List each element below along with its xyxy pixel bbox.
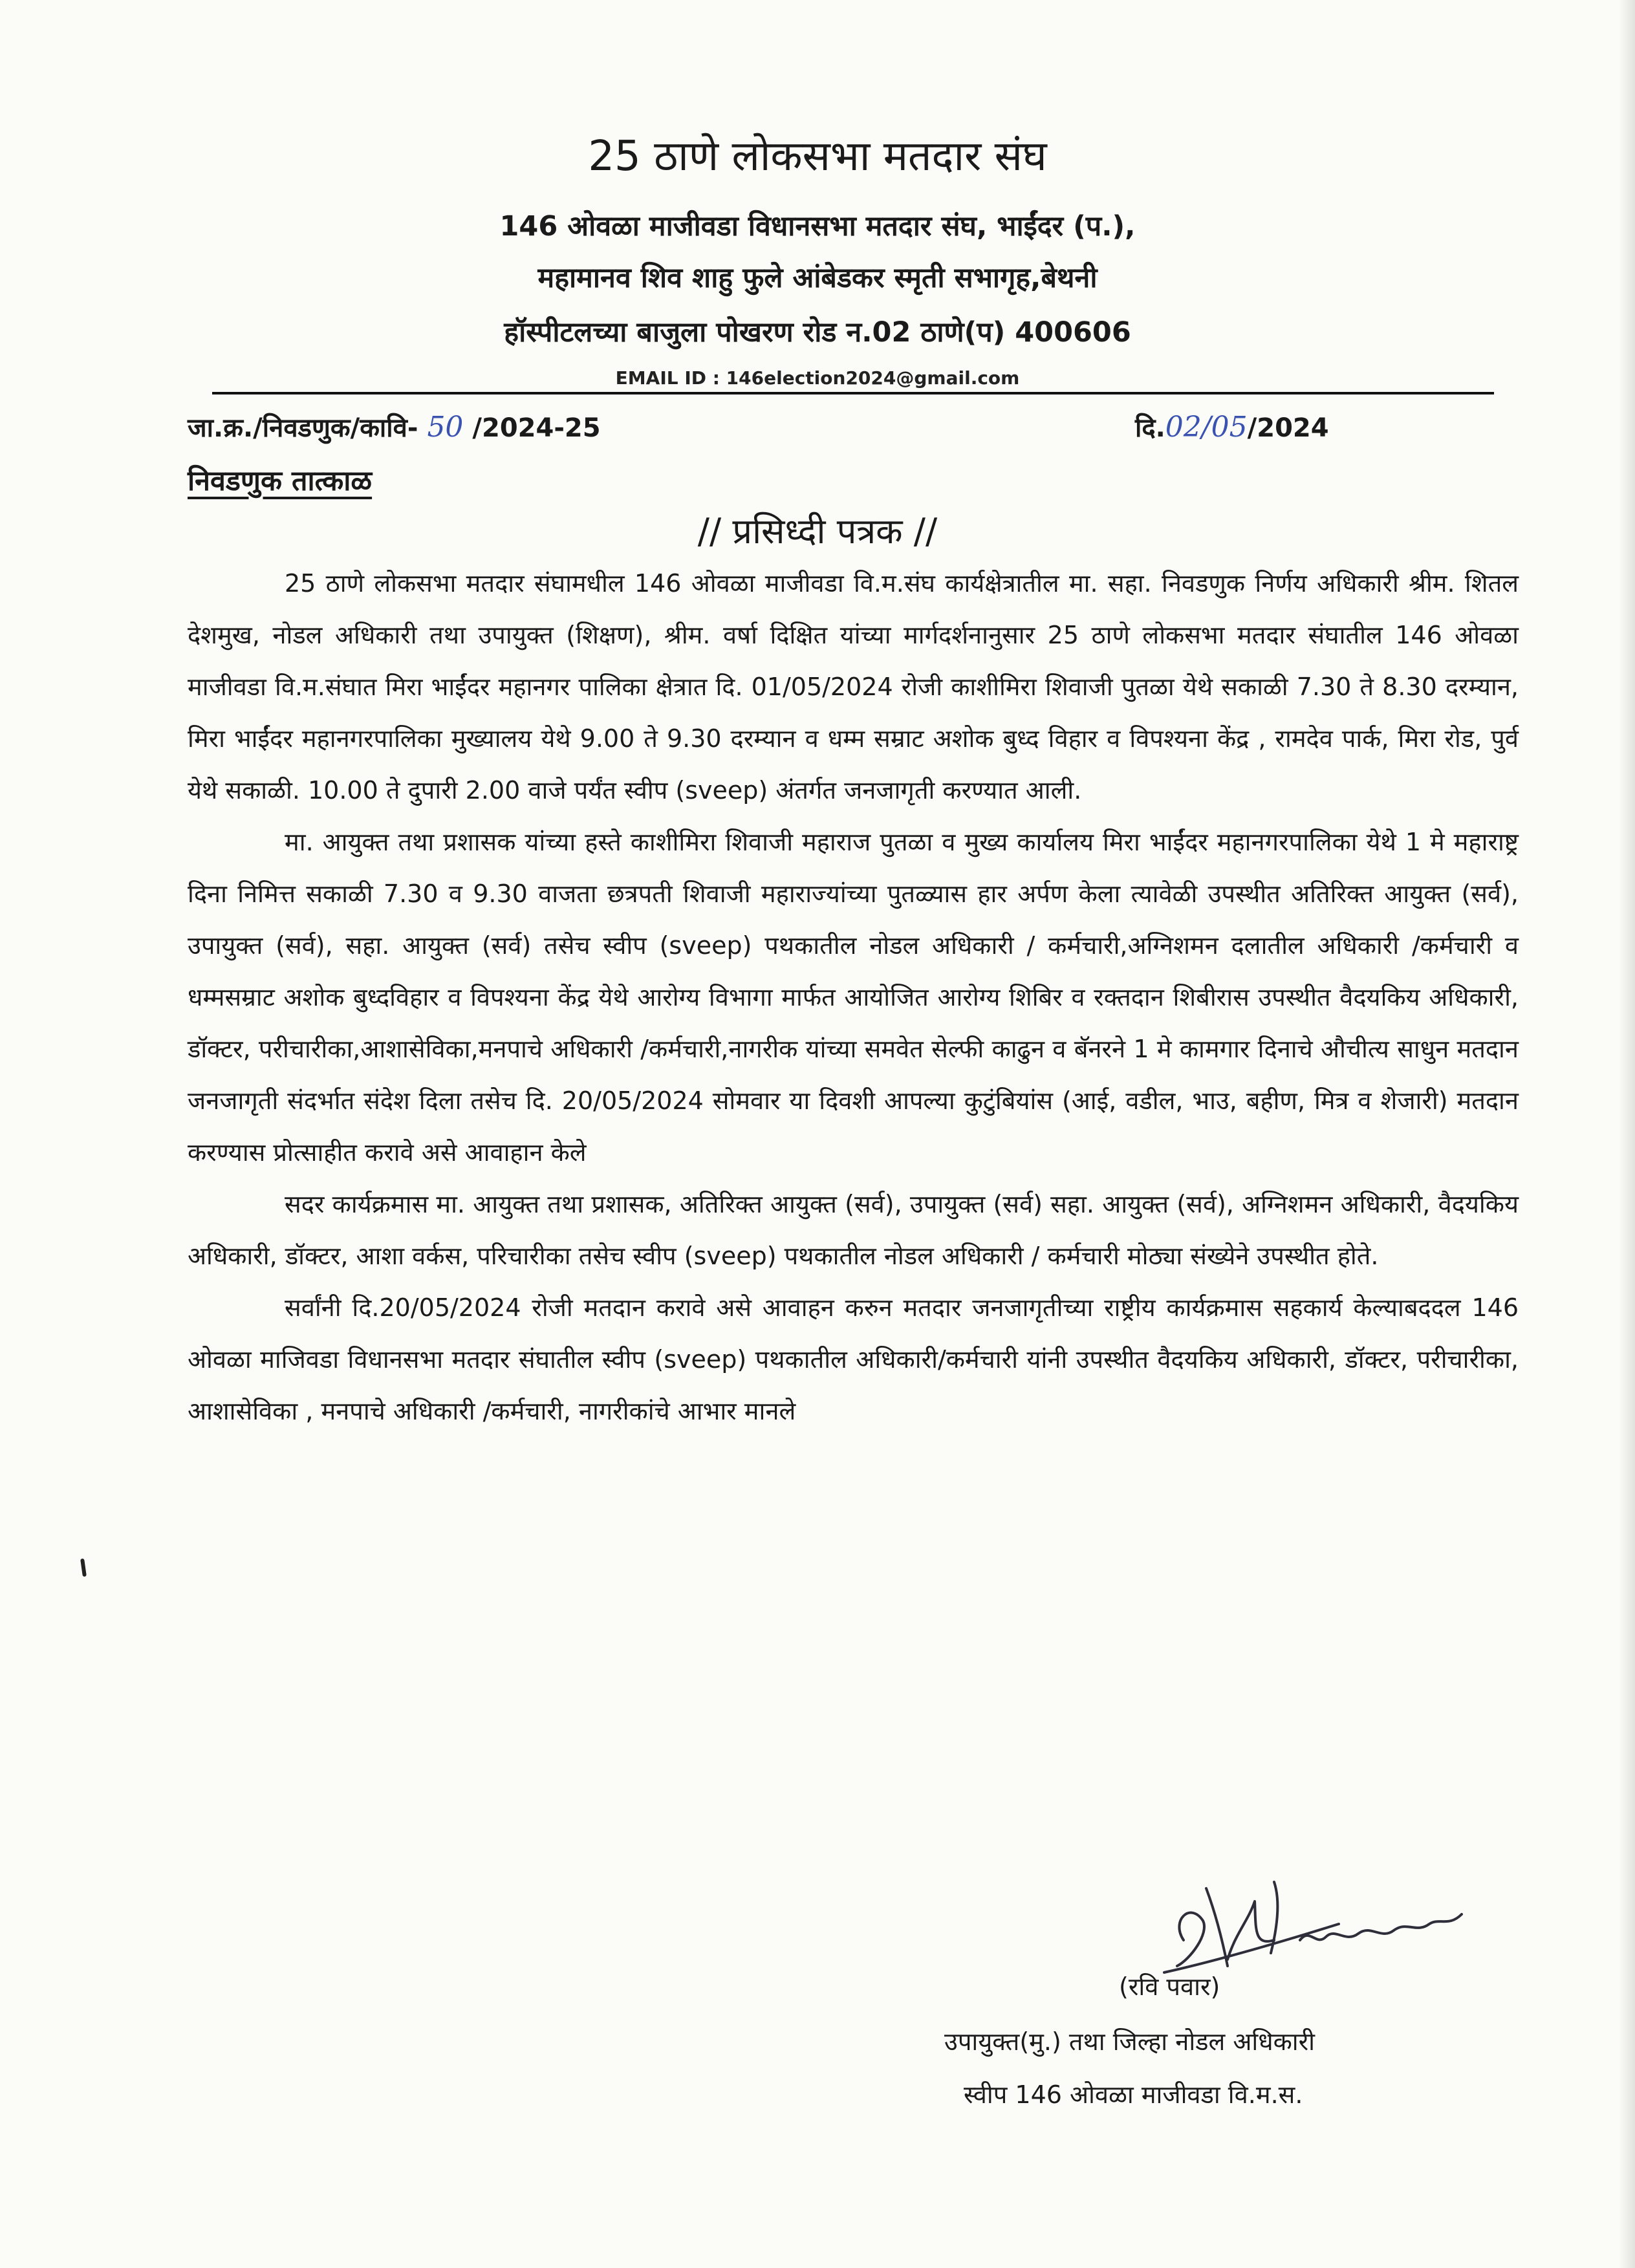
email-line: EMAIL ID : 146election2024@gmail.com xyxy=(615,367,1020,389)
reference-prefix: जा.क्र./निवडणुक/कावि- xyxy=(188,413,418,443)
reference-handwritten-number: 50 xyxy=(427,411,464,444)
address-line-1: 146 ओवळा माजीवडा विधानसभा मतदार संघ, भाईंदर (प.), xyxy=(499,210,1136,243)
punch-mark xyxy=(80,1559,87,1577)
header-divider xyxy=(212,392,1494,394)
constituency-title: 25 ठाणे लोकसभा मतदार संघ xyxy=(588,133,1047,180)
address-line-2: महामानव शिव शाहु फुले आंबेडकर स्मृती सभागृह,बेथनी xyxy=(537,262,1098,294)
body-paragraph: सदर कार्यक्रमास मा. आयुक्त तथा प्रशासक, अतिरिक्त आयुक्त (सर्व), उपायुक्त (सर्व) सहा. आयुक्त (सर्व), अग्निशमन अधिकारी, वैदयकिय अधिकारी, डॉक्टर, आशा वर्कस, परिचारीका तसेच स्वीप (sveep) पथकातील नोडल अधिकारी / कर्मचारी मोठ्या संख्येने उपस्थीत होते. xyxy=(188,1190,1519,1270)
signatory-designation-2: स्वीप 146 ओवळा माजीवडा वि.म.स. xyxy=(964,2080,1303,2109)
press-release-body xyxy=(188,557,1519,1437)
signatory-designation-1: उपायुक्त(मु.) तथा जिल्हा नोडल अधिकारी xyxy=(944,2027,1315,2056)
reference-number xyxy=(188,409,601,444)
date-prefix: दि. xyxy=(1135,413,1165,443)
body-paragraph: 25 ठाणे लोकसभा मतदार संघामधील 146 ओवळा माजीवडा वि.म.संघ कार्यक्षेत्रातील मा. सहा. निवडणुक निर्णय अधिकारी श्रीम. शितल देशमुख, नोडल अधिकारी तथा उपायुक्त (शिक्षण), श्रीम. वर्षा दिक्षित यांच्या मार्गदर्शनानुसार 25 ठाणे लोकसभा मतदार संघातील 146 ओवळा माजीवडा वि.म.संघात मिरा भाईंदर महानगर पालिका क्षेत्रात दि. 01/05/2024 रोजी काशीमिरा शिवाजी पुतळा येथे सकाळी 7.30 ते 8.30 दरम्यान, मिरा भाईंदर महानगरपालिका मुख्यालय येथे 9.00 ते 9.30 दरम्यान व धम्म सम्राट अशोक बुध्द विहार व विपश्यना केंद्र , रामदेव पार्क, मिरा रोड, पुर्व येथे सकाळी. 10.00 ते दुपारी 2.00 वाजे पर्यंत स्वीप (sveep) अंतर्गत जनजागृती करण्यात आली. xyxy=(188,569,1519,805)
body-paragraph: मा. आयुक्त तथा प्रशासक यांच्या हस्ते काशीमिरा शिवाजी महाराज पुतळा व मुख्य कार्यालय मिरा भाईंदर महानगरपालिका येथे 1 मे महाराष्ट्र दिना निमित्त सकाळी 7.30 व 9.30 वाजता छत्रपती शिवाजी महाराज्यांच्या पुतळ्यास हार अर्पण केला त्यावेळी उपस्थीत अतिरिक्त आयुक्त (सर्व), उपायुक्त (सर्व), सहा. आयुक्त (सर्व) तसेच स्वीप (sveep) पथकातील नोडल अधिकारी / कर्मचारी,अग्निशमन दलातील अधिकारी /कर्मचारी व धम्मसम्राट अशोक बुध्दविहार व विपश्यना केंद्र येथे आरोग्य विभागा मार्फत आयोजित आरोग्य शिबिर व रक्तदान शिबीरास उपस्थीत वैदयकिय अधिकारी, डॉक्टर, परीचारीका,आशासेविका,मनपाचे अधिकारी /कर्मचारी,नागरीक यांच्या समवेत सेल्फी काढुन व बॅनरने 1 मे कामगार दिनाचे औचीत्य साधुन मतदान जनजागृती संदर्भात संदेश दिला तसेच दि. 20/05/2024 सोमवार या दिवशी आपल्या कुटुंबियांस (आई, वडील, भाउ, बहीण, मित्र व शेजारी) मतदान करण्यास प्रोत्साहीत करावे असे आवाहान केले xyxy=(188,828,1519,1167)
address-line-3: हॉस्पीटलच्या बाजुला पोखरण रोड न.02 ठाणे(प) 400606 xyxy=(504,316,1131,349)
date-month: 05 xyxy=(1211,411,1248,444)
document-heading: // प्रसिध्दी पत्रक // xyxy=(697,511,938,552)
signatory-name: (रवि पवार) xyxy=(1119,1972,1220,2001)
urgency-label: निवडणुक तात्काळ xyxy=(188,465,373,497)
body-paragraph: सर्वांनी दि.20/05/2024 रोजी मतदान करावे असे आवाहन करुन मतदार जनजागृतीच्या राष्ट्रीय कार्यक्रमास सहकार्य केल्याबददल 146 ओवळा माजिवडा विधानसभा मतदार संघातील स्वीप (sveep) पथकातील अधिकारी/कर्मचारी यांनी उपस्थीत वैदयकिय अधिकारी, डॉक्टर, परीचारीका, आशासेविका , मनपाचे अधिकारी /कर्मचारी, नागरीकांचे आभार मानले xyxy=(188,1293,1519,1425)
document-date xyxy=(1135,409,1329,444)
date-year: /2024 xyxy=(1247,413,1329,443)
reference-suffix: /2024-25 xyxy=(472,413,601,443)
date-day: 02 xyxy=(1165,411,1202,444)
date-separator: / xyxy=(1201,411,1211,444)
